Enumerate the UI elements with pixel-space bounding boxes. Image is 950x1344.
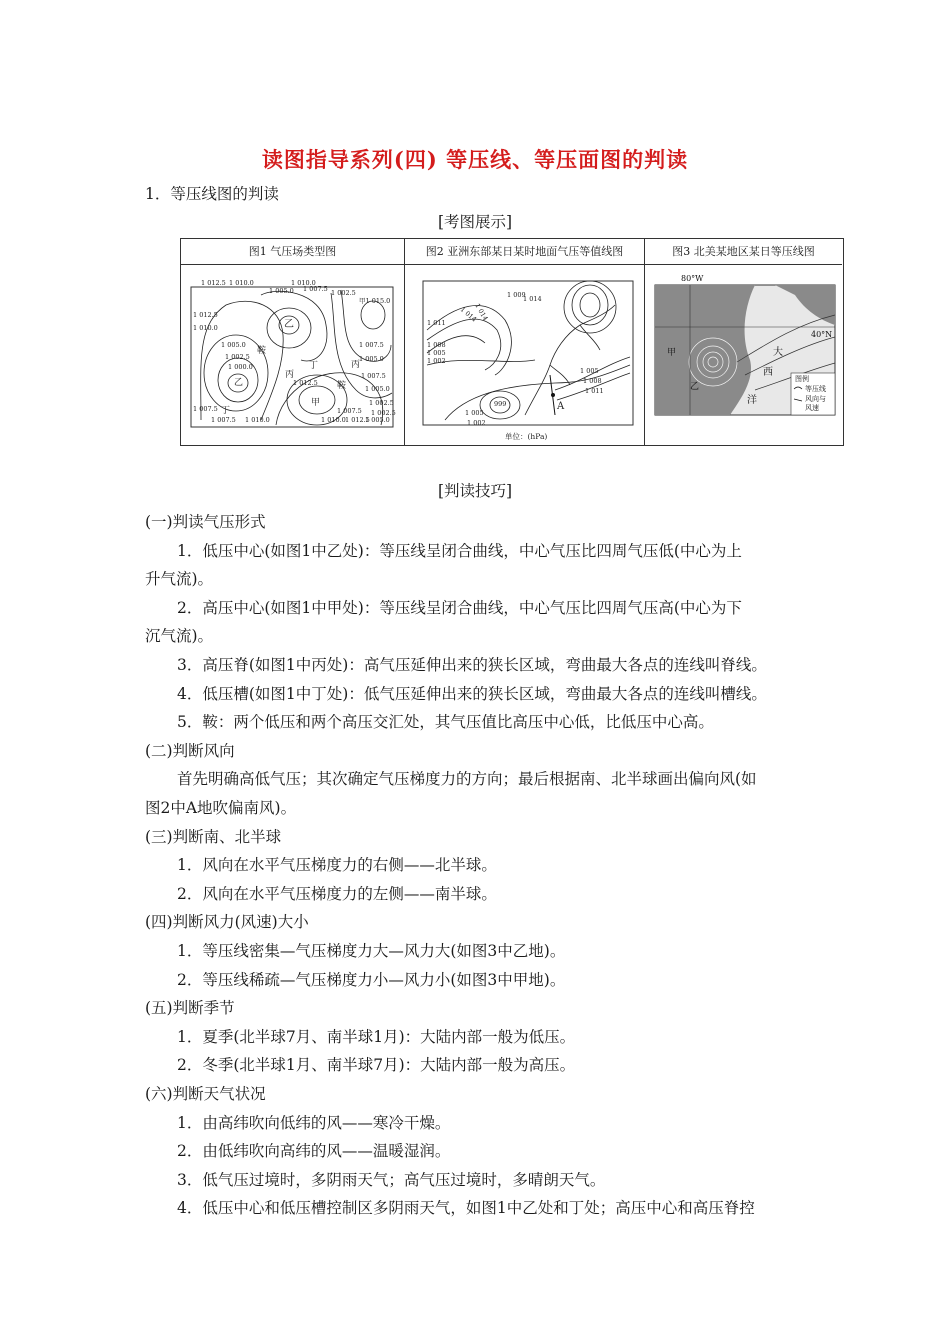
figure-1-caption: 图1 气压场类型图 [181,239,404,265]
svg-text:1 007.5: 1 007.5 [361,372,386,380]
svg-text:1 011: 1 011 [585,387,604,395]
svg-text:甲: 甲 [667,348,677,358]
svg-text:1 005: 1 005 [580,367,599,375]
svg-text:乙: 乙 [690,382,700,392]
figure-3 [644,239,842,445]
paragraph-line: 5．鞍：两个低压和两个高压交汇处，其气压值比高压中心低，比低压中心高。 [177,713,714,731]
paragraph-line: 1．等压线密集—气压梯度力大—风力大(如图3中乙地)。 [177,942,566,960]
svg-text:乙: 乙 [234,378,244,388]
page-title: 读图指导系列(四) 等压线、等压面图的判读 [261,147,689,172]
paragraph-line: 2．风向在水平气压梯度力的左侧——南半球。 [177,885,497,903]
paragraph-line: 4．低压槽(如图1中丁处)：低气压延伸出来的狭长区域，弯曲最大各点的连线叫槽线。 [177,685,767,703]
svg-text:1 005.0: 1 005.0 [365,385,390,393]
svg-text:甲: 甲 [311,398,321,408]
svg-text:1 002.5: 1 002.5 [371,409,396,417]
svg-text:1 011: 1 011 [427,319,446,327]
svg-text:丁: 丁 [221,406,231,416]
svg-text:1 010.0: 1 010.0 [229,279,254,287]
paragraph-line: 4．低压中心和低压槽控制区多阴雨天气，如图1中乙处和丁处；高压中心和高压脊控 [177,1199,755,1217]
svg-text:1 007.5: 1 007.5 [337,407,362,415]
paragraph-line: (三)判断南、北半球 [145,828,282,846]
paragraph-line: 2．高压中心(如图1中甲处)：等压线呈闭合曲线，中心气压比四周气压高(中心为下 [177,599,742,617]
svg-text:1 000.0: 1 000.0 [228,363,253,371]
svg-text:1 007.5: 1 007.5 [303,285,328,293]
paragraph-line: 首先明确高低气压；其次确定气压梯度力的方向；最后根据南、北半球画出偏向风(如 [177,770,757,788]
svg-text:1 014: 1 014 [523,295,542,303]
svg-text:风向与: 风向与 [805,395,826,403]
svg-text:1 012.5: 1 012.5 [193,311,218,319]
svg-text:1 012.5: 1 012.5 [345,416,370,424]
north-america-pressure-map [645,265,841,445]
svg-text:1 002.5: 1 002.5 [225,353,250,361]
paragraph-line: (六)判断天气状况 [145,1085,266,1103]
paragraph-line: 升气流)。 [145,570,214,588]
svg-text:1 007.5: 1 007.5 [359,341,384,349]
section-heading: 1．等压线图的判读 [145,185,279,203]
svg-text:80°W: 80°W [681,274,704,283]
svg-text:1 008: 1 008 [427,341,446,349]
paragraph-line: 1．低压中心(如图1中乙处)：等压线呈闭合曲线，中心气压比四周气压低(中心为上 [177,542,742,560]
paragraph-line: 3．低气压过境时，多阴雨天气；高气压过境时，多晴朗天气。 [177,1171,606,1189]
paragraph-line: 1．夏季(北半球7月、南半球1月)：大陆内部一般为低压。 [177,1028,576,1046]
svg-text:丙: 丙 [285,370,295,380]
svg-text:1 002.5: 1 002.5 [331,289,356,297]
svg-text:1 014: 1 014 [473,302,490,323]
svg-text:等压线: 等压线 [805,385,826,393]
svg-text:1 010.0: 1 010.0 [245,416,270,424]
svg-text:1 007.5: 1 007.5 [211,416,236,424]
figure-2 [404,239,644,445]
paragraph-line: 1．由高纬吹向低纬的风——寒冷干燥。 [177,1114,451,1132]
paragraph-line: (一)判读气压形式 [145,513,266,531]
svg-text:1 010.0: 1 010.0 [321,416,346,424]
svg-text:1 005: 1 005 [427,349,446,357]
svg-text:1 009: 1 009 [507,291,526,299]
figures-heading: [考图展示] [437,213,513,231]
svg-text:1 005.0: 1 005.0 [221,341,246,349]
svg-text:A: A [557,401,565,412]
figure-2-labels [427,291,604,441]
svg-text:1 002: 1 002 [427,357,446,365]
svg-text:1 008: 1 008 [583,377,602,385]
paragraph-line: 2．等压线稀疏—气压梯度力小—风力小(如图3中甲地)。 [177,971,566,989]
svg-text:单位：(hPa): 单位：(hPa) [505,432,548,441]
svg-text:1 005: 1 005 [465,409,484,417]
svg-text:1 005.0: 1 005.0 [359,355,384,363]
paragraph-line: 2．由低纬吹向高纬的风——温暖湿润。 [177,1142,451,1160]
svg-text:丁: 丁 [309,361,319,371]
figure-1-labels [193,279,396,424]
svg-text:1 012.5: 1 012.5 [201,279,226,287]
svg-text:风速: 风速 [805,404,819,412]
svg-text:1 010.0: 1 010.0 [291,279,316,287]
paragraph-line: (五)判断季节 [145,999,235,1017]
svg-text:丙: 丙 [351,360,361,370]
svg-text:西: 西 [763,367,773,378]
figure-2-caption: 图2 亚洲东部某日某时地面气压等值线图 [405,239,644,265]
svg-text:1 014: 1 014 [458,305,479,324]
svg-text:1 002.5: 1 002.5 [369,399,394,407]
paragraph-line: 1．风向在水平气压梯度力的右侧——北半球。 [177,856,497,874]
svg-text:甲1 015.0: 甲1 015.0 [359,297,391,305]
figure-3-caption: 图3 北美某地区某日等压线图 [645,239,842,265]
svg-text:大: 大 [773,347,783,358]
paragraph-line: 3．高压脊(如图1中丙处)：高气压延伸出来的狭长区域，弯曲最大各点的连线叫脊线。 [177,656,767,674]
svg-text:1 007.5: 1 007.5 [193,405,218,413]
svg-text:1 012.5: 1 012.5 [293,379,318,387]
svg-text:鞍: 鞍 [337,381,347,391]
svg-text:鞍: 鞍 [257,346,267,356]
paragraph-line: 沉气流)。 [145,627,214,645]
svg-text:999: 999 [494,400,507,408]
svg-text:图例: 图例 [795,375,809,383]
paragraph-line: 2．冬季(北半球1月、南半球7月)：大陆内部一般为高压。 [177,1056,576,1074]
svg-text:1 005.0: 1 005.0 [365,416,390,424]
svg-text:40°N: 40°N [811,330,833,339]
svg-text:乙: 乙 [284,319,294,330]
svg-text:洋: 洋 [747,395,757,406]
paragraph-line: 图2中A地吹偏南风)。 [145,799,297,817]
asia-pressure-map [405,265,643,445]
figure-3-legend [791,373,835,415]
paragraph-line: (四)判断风力(风速)大小 [145,913,309,931]
pressure-field-map [181,265,401,445]
skills-heading: [判读技巧] [437,482,513,500]
svg-text:1 002: 1 002 [467,419,486,427]
svg-text:1 010.0: 1 010.0 [193,324,218,332]
paragraph-line: (二)判断风向 [145,742,235,760]
figures-box [180,238,844,446]
svg-text:1 005.0: 1 005.0 [269,287,294,295]
figure-1 [181,239,404,445]
